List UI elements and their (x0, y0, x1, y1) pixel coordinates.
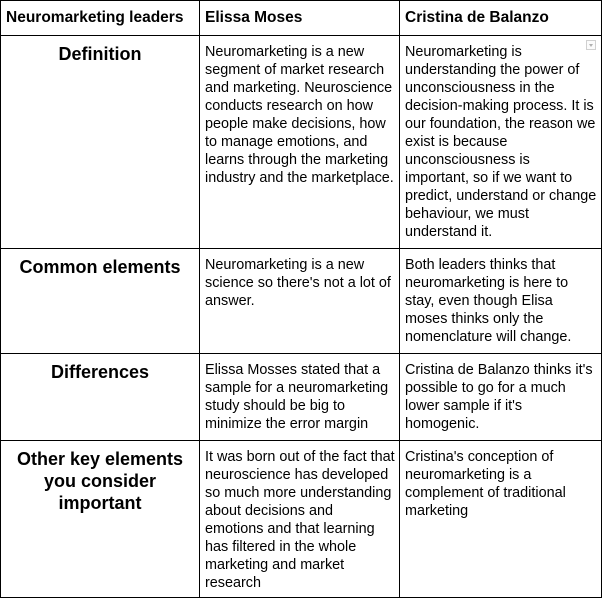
chevron-down-icon[interactable] (586, 40, 596, 50)
table-row-common-elements (1, 249, 602, 354)
table-row-other-key-elements (1, 441, 602, 598)
other-cristina-text: Cristina's conception of neuromarketing is a complement of traditional marketing (405, 449, 566, 519)
cell-definition-elissa[interactable] (200, 36, 400, 249)
table-row-differences (1, 354, 602, 441)
label-cell-common-elements[interactable] (1, 249, 200, 354)
other-elissa-text: It was born out of the fact that neuroscience has developed so much more understanding about decisions and emotions and that learning has filtered in the whole marketing and market research (205, 449, 395, 591)
header-cristina-de-balanzo: Cristina de Balanzo (405, 9, 549, 26)
differences-elissa-text: Elissa Mosses stated that a sample for a neuromarketing study should be big to minimize the error margin (205, 362, 389, 432)
label-cell-definition[interactable] (1, 36, 200, 249)
header-elissa-moses: Elissa Moses (205, 9, 303, 26)
definition-cristina-text: Neuromarketing is understanding the power of unconsciousness in the decision-making process. It is our foundation, the reason we exist is because unconsciousness is important, so if we want to predict, understand or change behaviour, we must understand it. (405, 44, 597, 240)
label-cell-differences[interactable] (1, 354, 200, 441)
cell-differences-cristina[interactable] (400, 354, 602, 441)
differences-cristina-text: Cristina de Balanzo thinks it's possible to go for a much lower sample if it's homogenic. (405, 362, 593, 432)
row-label-differences: Differences (50, 362, 150, 382)
cell-other-elissa[interactable] (200, 441, 400, 598)
table-row-definition (1, 36, 602, 249)
definition-elissa-text: Neuromarketing is a new segment of market research and marketing. Neuroscience conducts research on how people make decisions, how to manage emotions, and learns through the marketing industry and the marketplace. (205, 44, 394, 186)
label-cell-other-key-elements[interactable] (1, 441, 200, 598)
common-cristina-text: Both leaders thinks that neuromarketing is here to stay, even though Elisa moses thinks only the nomenclature will change. (405, 257, 572, 345)
row-label-common-elements: Common elements (19, 257, 181, 277)
header-cell-elissa[interactable] (200, 1, 400, 36)
cell-differences-elissa[interactable] (200, 354, 400, 441)
cell-common-elissa[interactable] (200, 249, 400, 354)
header-row (1, 1, 602, 36)
cell-common-cristina[interactable] (400, 249, 602, 354)
row-label-definition: Definition (58, 44, 142, 64)
cell-other-cristina[interactable] (400, 441, 602, 598)
row-label-other-key-elements: Other key elements you consider important (16, 449, 184, 513)
header-cell-cristina[interactable] (400, 1, 602, 36)
header-leaders: Neuromarketing leaders (6, 9, 184, 26)
common-elissa-text: Neuromarketing is a new science so there's not a lot of answer. (205, 257, 391, 309)
header-cell-leaders[interactable] (1, 1, 200, 36)
cell-definition-cristina[interactable] (400, 36, 602, 249)
